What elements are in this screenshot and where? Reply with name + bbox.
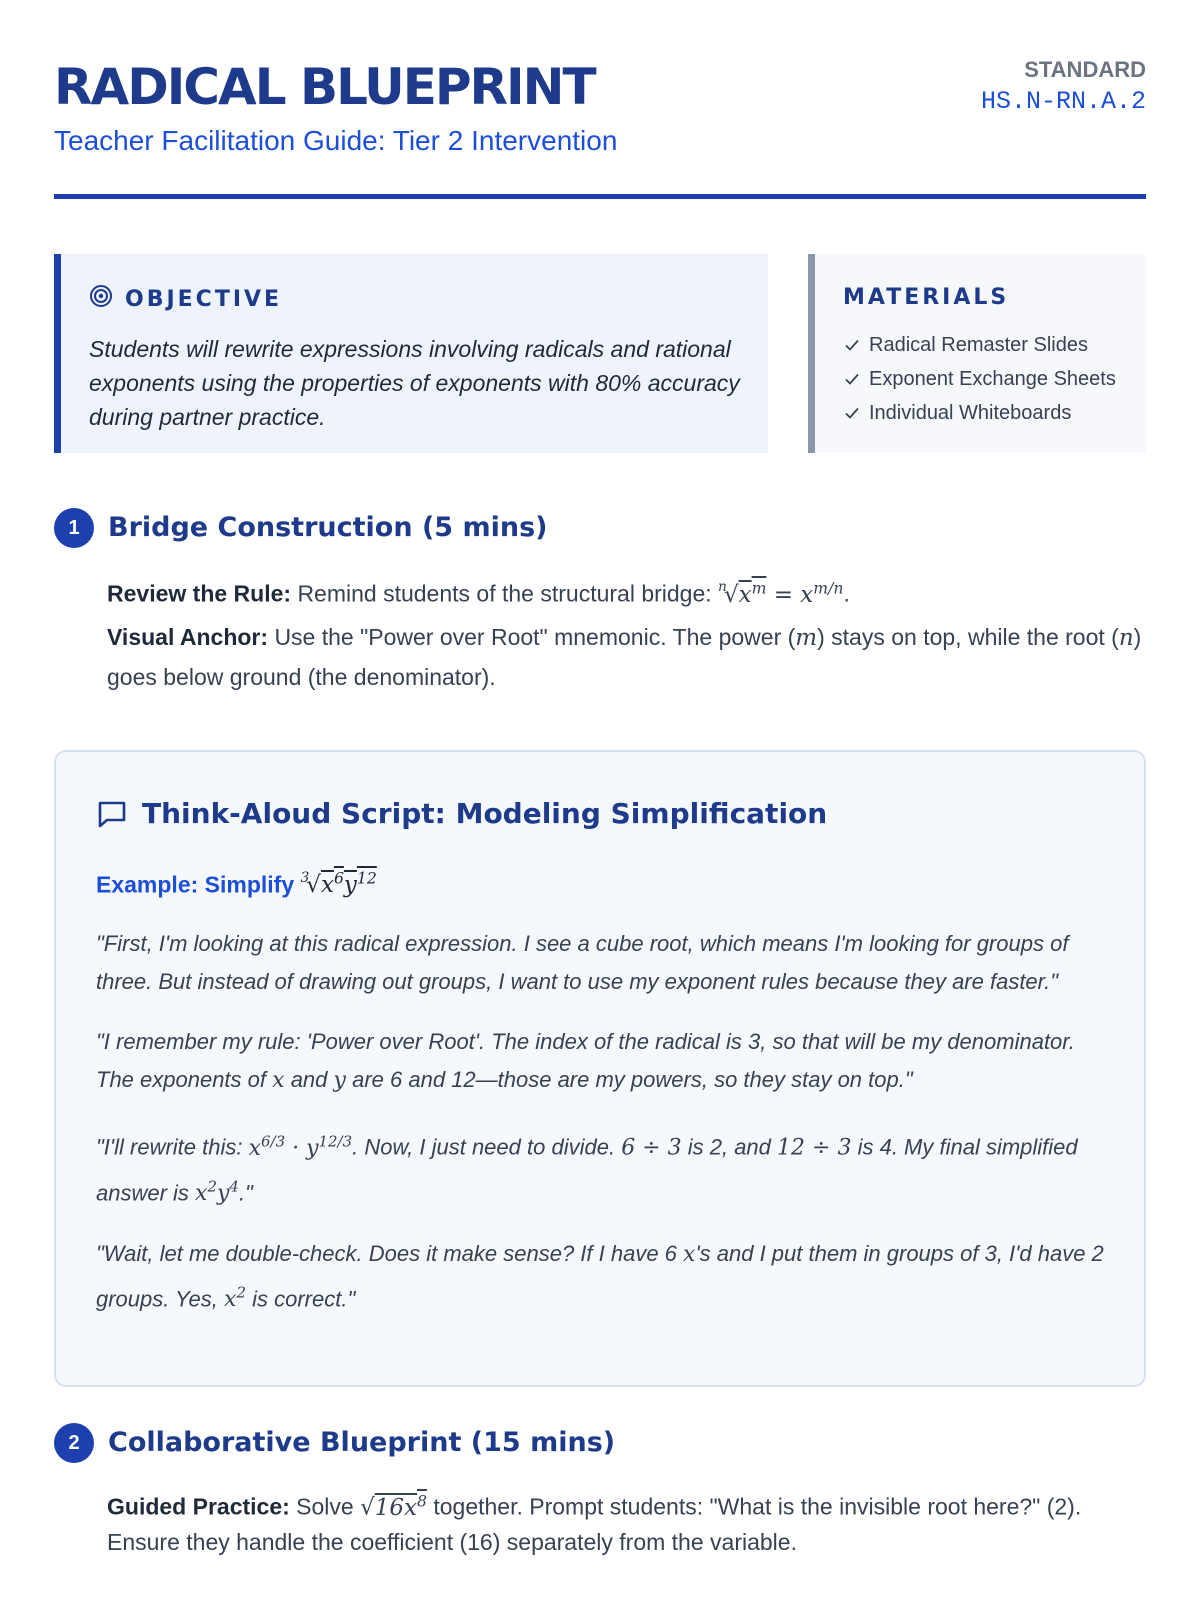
section-2-title: Collaborative Blueprint (15 mins)	[108, 1427, 616, 1458]
script-text: ."	[238, 1180, 253, 1205]
formula-radical-rule: $^n√x^m = x^{m/n}$	[718, 578, 844, 608]
speech-bubble-icon	[96, 798, 128, 830]
materials-item	[843, 362, 1128, 396]
visual-anchor-text-c: ) goes below ground (the denominator).	[107, 624, 1142, 690]
script-text: is 2, and	[687, 1134, 771, 1160]
visual-anchor-text-b: ) stays on top, while the root (	[817, 624, 1119, 650]
check-icon	[843, 404, 861, 422]
script-text: . Now, I just need to divide.	[352, 1134, 616, 1160]
materials-heading: MATERIALS	[843, 285, 1010, 310]
guided-practice-paragraph	[107, 1484, 1147, 1559]
think-aloud-title: Think-Aloud Script: Modeling Simplification	[142, 797, 828, 830]
section-1-title: Bridge Construction (5 mins)	[108, 512, 548, 543]
section-1-heading	[54, 508, 548, 548]
visual-anchor-text-a: Use the "Power over Root" mnemonic. The power (	[274, 624, 796, 650]
review-rule-text: Remind students of the structural bridge:	[297, 580, 712, 607]
guided-practice-text-b: together. Prompt students: "What is the invisible root here?" (2). Ensure they handle the coefficient (16) separately from the variable.	[107, 1493, 1082, 1555]
guided-practice-label: Guided Practice:	[107, 1493, 290, 1520]
section-2-heading	[54, 1423, 615, 1463]
practice-expression: $√16x^8$	[360, 1491, 427, 1521]
script-paragraph: "I'll rewrite this: $x^{6/3} \cdot y^{12/3}$. Now, I just need to divide. 6 ÷ 3 is 2, and 12 ÷ 3 is 4. My final simplified answer is $x^2y^4$."	[96, 1132, 1078, 1206]
check-icon	[843, 370, 861, 388]
materials-item	[843, 328, 1128, 362]
visual-anchor-paragraph: Visual Anchor: Use the "Power over Root" mnemonic. The power (m) stays on top, while the root (n) goes below ground (the denominator).	[107, 624, 1142, 690]
objective-panel	[54, 254, 768, 453]
example-line	[96, 860, 1104, 903]
page-subtitle: Teacher Facilitation Guide: Tier 2 Intervention	[54, 125, 618, 156]
example-label: Example: Simplify	[96, 871, 295, 898]
script-text: "I'll rewrite this:	[96, 1134, 243, 1160]
materials-item-label: Exponent Exchange Sheets	[869, 368, 1116, 390]
script-text: is 4. My final simplified answer is	[96, 1134, 1078, 1205]
script-text: and	[290, 1067, 328, 1093]
script-text: 's and I put them in groups of 3, I'd have 2 groups. Yes,	[96, 1241, 1104, 1312]
think-aloud-heading	[96, 794, 1104, 834]
page-title: RADICAL BLUEPRINT	[54, 58, 595, 116]
review-rule-label: Review the Rule:	[107, 580, 292, 607]
script-paragraph: "Wait, let me double-check. Does it make sense? If I have 6 x's and I put them in groups of 3, I'd have 2 groups. Yes, $x^2$ is correct."	[96, 1241, 1104, 1313]
objective-text: Students will rewrite expressions involving radicals and rational exponents using the properties of exponents with 80% accuracy during partner practice.	[89, 336, 740, 430]
standard-label: STANDARD	[1024, 57, 1146, 82]
review-rule-paragraph: Review the Rule: Remind students of the structural bridge: $^n√x^m = x^{m/n}$.	[107, 578, 850, 608]
materials-panel	[808, 254, 1146, 453]
script-text: "Wait, let me double-check. Does it make sense? If I have 6	[96, 1241, 677, 1266]
section-1-number: 1	[54, 508, 94, 548]
materials-item	[843, 396, 1128, 430]
objective-heading-label: OBJECTIVE	[125, 287, 283, 312]
section-2-number: 2	[54, 1423, 94, 1463]
target-icon	[89, 284, 113, 316]
script-text: "I remember my rule: 'Power over Root'. The index of the radical is 3, so that will be my denominator. The exponents of	[96, 1029, 1075, 1093]
materials-item-label: Radical Remaster Slides	[869, 334, 1088, 356]
standard-code: HS.N-RN.A.2	[980, 87, 1146, 116]
script-text: is correct."	[252, 1286, 356, 1312]
materials-item-label: Individual Whiteboards	[869, 402, 1072, 424]
script-text: are 6 and 12—those are my powers, so they stay on top."	[352, 1067, 913, 1093]
standard-block	[981, 56, 1146, 120]
think-aloud-panel	[54, 750, 1146, 1387]
objective-heading	[89, 284, 742, 316]
script-paragraph: "First, I'm looking at this radical expression. I see a cube root, which means I'm looking for groups of three. But instead of drawing out groups, I want to use my exponent rules because they are faster."	[96, 931, 1069, 995]
materials-list	[843, 328, 1128, 430]
page-header	[0, 0, 1200, 200]
header-divider	[54, 194, 1146, 199]
example-expression: $^3√x^6y^{12}$	[300, 868, 377, 899]
visual-anchor-label: Visual Anchor:	[107, 624, 269, 650]
script-paragraph: "I remember my rule: 'Power over Root'. The index of the radical is 3, so that will be my denominator. The exponents of x and y are 6 and 12—those are my powers, so they stay on top."	[96, 1029, 1075, 1094]
guided-practice-text-a: Solve	[296, 1493, 354, 1520]
check-icon	[843, 336, 861, 354]
